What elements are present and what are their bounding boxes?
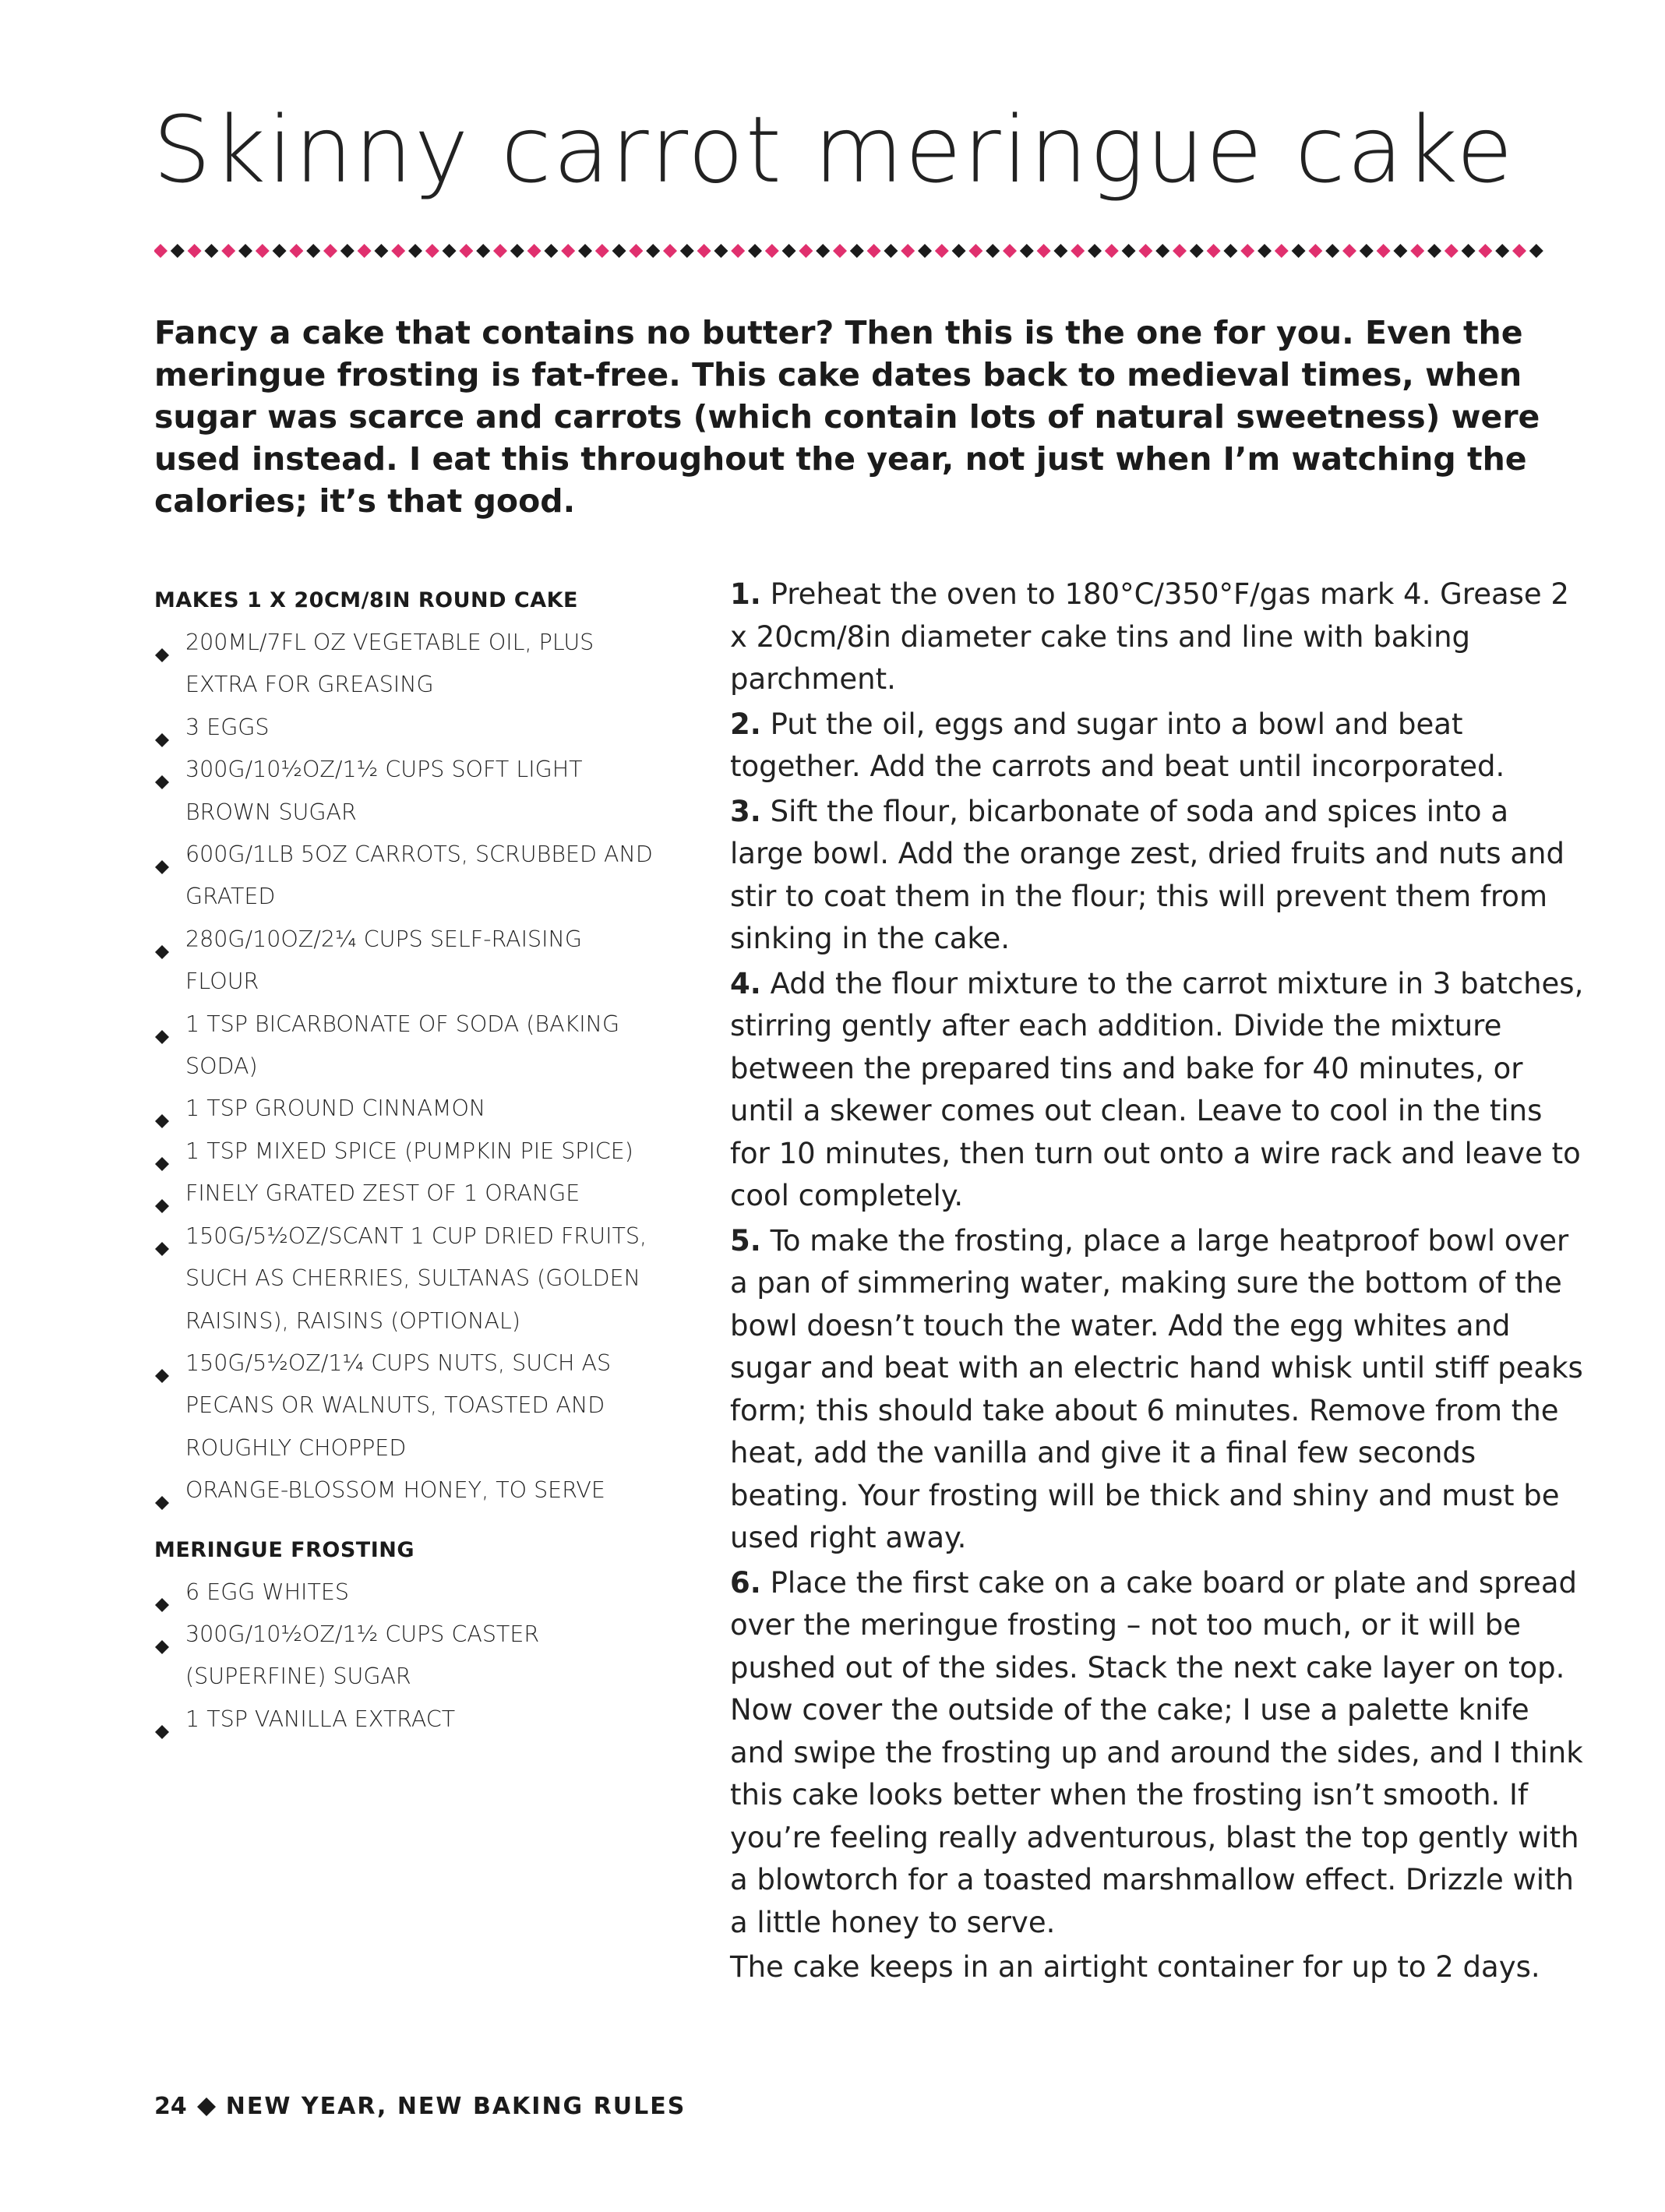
page-footer	[154, 2093, 686, 2120]
diamond-divider	[154, 241, 1549, 261]
divider-diamond-icon	[1020, 244, 1034, 258]
divider-diamond-icon	[578, 244, 592, 258]
divider-diamond-icon	[1393, 244, 1407, 258]
ingredient-item: 280G/10OZ/2¼ CUPS SELF-RAISING FLOUR	[154, 919, 653, 1004]
divider-diamond-icon	[782, 244, 796, 258]
step-text: Place the first cake on a cake board or plate and spread over the meringue frosting – not too much, or it will be pushed out of the sides. Stack the next cake layer on top. Now cover the outside of the cake; I use a palette knife and swipe the frosting up and around the sides, and I think this cake looks better when the frosting isn’t smooth. If you’re feeling really adventurous, blast the top gently with a blowtorch for a toasted marshmallow effect. Drizzle with a little honey to serve.	[730, 1565, 1583, 1939]
ingredients-heading: MAKES 1 X 20CM/8IN ROUND CAKE	[154, 588, 578, 612]
section-title: NEW YEAR, NEW BAKING RULES	[225, 2093, 686, 2120]
divider-diamond-icon	[918, 244, 932, 258]
divider-diamond-icon	[1105, 244, 1119, 258]
step-text: Preheat the oven to 180°C/350°F/gas mark 4. Grease 2 x 20cm/8in diameter cake tins and line with baking parchment.	[730, 577, 1569, 696]
divider-diamond-icon	[1529, 244, 1543, 258]
method-step	[730, 704, 1587, 788]
divider-diamond-icon	[561, 244, 575, 258]
divider-diamond-icon	[1478, 244, 1492, 258]
page-title: Skinny carrot meringue cake	[153, 96, 1515, 203]
divider-diamond-icon	[1223, 244, 1237, 258]
diamond-bullet-icon	[154, 1017, 170, 1032]
diamond-bullet-icon	[154, 1101, 170, 1117]
diamond-bullet-icon	[154, 847, 170, 863]
divider-diamond-icon	[1342, 244, 1356, 258]
diamond-bullet-icon	[154, 932, 170, 947]
divider-diamond-icon	[952, 244, 966, 258]
frosting-list	[154, 1572, 653, 1741]
diamond-bullet-icon	[154, 1712, 170, 1727]
method-step	[730, 1562, 1587, 1945]
divider-diamond-icon	[425, 244, 439, 258]
divider-diamond-icon	[256, 244, 270, 258]
method-step	[730, 573, 1587, 701]
ingredient-item: ORANGE-BLOSSOM HONEY, TO SERVE	[154, 1469, 653, 1512]
divider-diamond-icon	[850, 244, 864, 258]
divider-diamond-icon	[493, 244, 507, 258]
ingredient-item: 1 TSP BICARBONATE OF SODA (BAKING SODA)	[154, 1004, 653, 1088]
divider-diamond-icon	[1495, 244, 1509, 258]
diamond-bullet-icon	[154, 1144, 170, 1159]
ingredient-list	[154, 622, 653, 1512]
divider-diamond-icon	[833, 244, 847, 258]
divider-diamond-icon	[1275, 244, 1289, 258]
diamond-bullet-icon	[154, 1585, 170, 1600]
divider-diamond-icon	[510, 244, 524, 258]
divider-diamond-icon	[968, 244, 982, 258]
divider-diamond-icon	[340, 244, 355, 258]
diamond-bullet-icon	[154, 1627, 170, 1642]
divider-diamond-icon	[544, 244, 558, 258]
divider-diamond-icon	[799, 244, 813, 258]
divider-diamond-icon	[1240, 244, 1254, 258]
ingredient-item: FINELY GRATED ZEST OF 1 ORANGE	[154, 1173, 653, 1215]
divider-diamond-icon	[901, 244, 915, 258]
divider-diamond-icon	[1037, 244, 1051, 258]
divider-diamond-icon	[1122, 244, 1136, 258]
step-number: 4.	[730, 966, 761, 1000]
divider-diamond-icon	[680, 244, 694, 258]
ingredient-item: 150G/5½OZ/SCANT 1 CUP DRIED FRUITS, SUCH AS CHERRIES, SULTANAS (GOLDEN RAISINS), RAISINS (OPTIONAL)	[154, 1215, 653, 1342]
divider-diamond-icon	[1512, 244, 1526, 258]
ingredient-item: 600G/1LB 5OZ CARROTS, SCRUBBED AND GRATED	[154, 834, 653, 919]
divider-diamond-icon	[1207, 244, 1221, 258]
step-number: 1.	[730, 577, 761, 611]
step-text: Put the oil, eggs and sugar into a bowl and beat together. Add the carrots and beat until incorporated.	[730, 707, 1505, 783]
ingredient-item: 300G/10½OZ/1½ CUPS CASTER (SUPERFINE) SUGAR	[154, 1614, 653, 1699]
ingredient-item: 200ML/7FL OZ VEGETABLE OIL, PLUS EXTRA FOR GREASING	[154, 622, 653, 707]
divider-diamond-icon	[595, 244, 609, 258]
ingredient-item: 3 EGGS	[154, 707, 653, 749]
ingredient-item: 150G/5½OZ/1¼ CUPS NUTS, SUCH AS PECANS OR WALNUTS, TOASTED AND ROUGHLY CHOPPED	[154, 1342, 653, 1469]
divider-diamond-icon	[527, 244, 541, 258]
ingredient-item: 1 TSP GROUND CINNAMON	[154, 1088, 653, 1130]
step-text: Sift the flour, bicarbonate of soda and spices into a large bowl. Add the orange zest, dried fruits and nuts and stir to coat them in the flour; this will prevent them from sinking in the cake.	[730, 794, 1564, 955]
diamond-bullet-icon	[154, 1229, 170, 1244]
page-number: 24	[154, 2093, 187, 2120]
divider-diamond-icon	[1190, 244, 1204, 258]
storage-note: The cake keeps in an airtight container for up to 2 days.	[730, 1950, 1540, 1984]
diamond-bullet-icon	[154, 635, 170, 651]
divider-diamond-icon	[1427, 244, 1441, 258]
ingredients-column	[154, 580, 653, 1741]
divider-diamond-icon	[358, 244, 372, 258]
divider-diamond-icon	[935, 244, 949, 258]
divider-diamond-icon	[867, 244, 881, 258]
divider-diamond-icon	[443, 244, 457, 258]
divider-diamond-icon	[765, 244, 779, 258]
divider-diamond-icon	[408, 244, 422, 258]
ingredient-item: 1 TSP VANILLA EXTRACT	[154, 1699, 653, 1741]
divider-diamond-icon	[1308, 244, 1322, 258]
divider-diamond-icon	[1155, 244, 1169, 258]
divider-diamond-icon	[1360, 244, 1374, 258]
ingredient-item: 1 TSP MIXED SPICE (PUMPKIN PIE SPICE)	[154, 1131, 653, 1173]
divider-diamond-icon	[816, 244, 830, 258]
divider-diamond-icon	[204, 244, 218, 258]
step-number: 3.	[730, 794, 761, 828]
divider-diamond-icon	[1088, 244, 1102, 258]
divider-diamond-icon	[323, 244, 337, 258]
divider-diamond-icon	[1003, 244, 1017, 258]
method-column	[730, 573, 1587, 1989]
divider-diamond-icon	[459, 244, 473, 258]
divider-diamond-icon	[476, 244, 490, 258]
divider-diamond-icon	[1325, 244, 1339, 258]
divider-diamond-icon	[1410, 244, 1424, 258]
ingredient-item: 6 EGG WHITES	[154, 1572, 653, 1614]
divider-diamond-icon	[1292, 244, 1306, 258]
divider-diamond-icon	[306, 244, 320, 258]
divider-diamond-icon	[697, 244, 711, 258]
divider-diamond-icon	[391, 244, 405, 258]
divider-diamond-icon	[154, 244, 168, 258]
method-step	[730, 791, 1587, 961]
divider-diamond-icon	[629, 244, 643, 258]
divider-diamond-icon	[289, 244, 303, 258]
step-number: 2.	[730, 707, 761, 741]
step-number: 6.	[730, 1565, 761, 1600]
divider-diamond-icon	[986, 244, 1000, 258]
divider-diamond-icon	[884, 244, 898, 258]
divider-diamond-icon	[1053, 244, 1067, 258]
ingredient-item: 300G/10½OZ/1½ CUPS SOFT LIGHT BROWN SUGAR	[154, 749, 653, 834]
divider-diamond-icon	[714, 244, 728, 258]
frosting-heading: MERINGUE FROSTING	[154, 1537, 415, 1562]
divider-diamond-icon	[273, 244, 287, 258]
divider-diamond-icon	[1462, 244, 1476, 258]
divider-diamond-icon	[374, 244, 388, 258]
divider-diamond-icon	[1071, 244, 1085, 258]
divider-diamond-icon	[1377, 244, 1391, 258]
step-text: Add the flour mixture to the carrot mixture in 3 batches, stirring gently after each addition. Divide the mixture between the prepared tins and bake for 40 minutes, or until a skewer comes out clean. Leave to cool in the tins for 10 minutes, then turn out onto a wire rack and leave to cool completely.	[730, 966, 1584, 1212]
diamond-bullet-icon	[154, 1356, 170, 1371]
divider-diamond-icon	[748, 244, 762, 258]
divider-diamond-icon	[1173, 244, 1187, 258]
diamond-bullet-icon	[154, 1186, 170, 1201]
method-step	[730, 963, 1587, 1218]
divider-diamond-icon	[238, 244, 252, 258]
footer-diamond-icon	[196, 2097, 217, 2117]
divider-diamond-icon	[1138, 244, 1152, 258]
diamond-bullet-icon	[154, 762, 170, 778]
intro-paragraph: Fancy a cake that contains no butter? Then this is the one for you. Even the meringue frosting is fat-free. This cake dates back to medieval times, when sugar was scarce and carrots (which contain lots of natural sweetness) were used instead. I eat this throughout the year, not just when I’m watching the calories; it’s that good.	[154, 314, 1540, 520]
divider-diamond-icon	[1445, 244, 1459, 258]
diamond-bullet-icon	[154, 1483, 170, 1498]
divider-diamond-icon	[646, 244, 660, 258]
step-text: To make the frosting, place a large heatproof bowl over a pan of simmering water, making sure the bottom of the bowl doesn’t touch the water. Add the egg whites and sugar and beat with an electric hand whisk until stiff peaks form; this should take about 6 minutes. Remove from the heat, add the vanilla and give it a final few seconds beating. Your frosting will be thick and shiny and must be used right away.	[730, 1223, 1583, 1554]
divider-diamond-icon	[1258, 244, 1272, 258]
step-number: 5.	[730, 1223, 761, 1258]
divider-diamond-icon	[188, 244, 202, 258]
divider-diamond-icon	[663, 244, 677, 258]
divider-diamond-icon	[731, 244, 745, 258]
divider-diamond-icon	[171, 244, 185, 258]
method-step	[730, 1220, 1587, 1560]
diamond-bullet-icon	[154, 720, 170, 736]
divider-diamond-icon	[221, 244, 235, 258]
divider-diamond-icon	[612, 244, 626, 258]
